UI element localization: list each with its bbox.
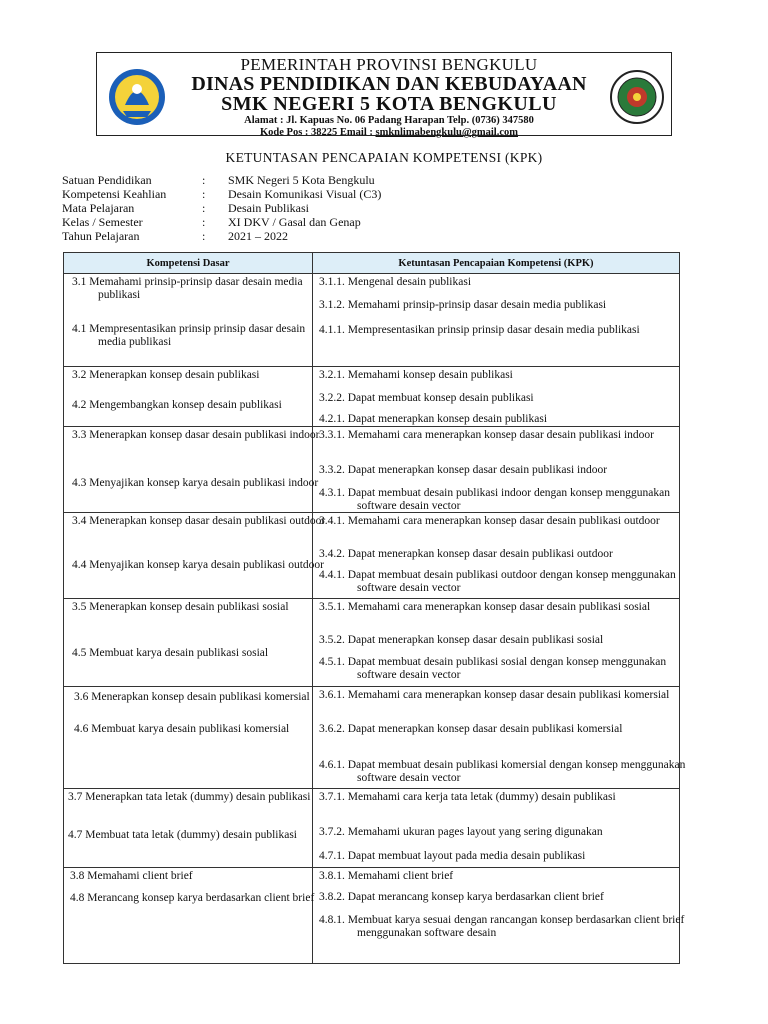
kpk-item: 3.8.2. Dapat merancang konsep karya berdasarkan client brief bbox=[319, 891, 604, 903]
meta-value: Desain Publikasi bbox=[228, 201, 309, 215]
table-row bbox=[64, 513, 680, 599]
meta-value: XI DKV / Gasal dan Genap bbox=[228, 215, 361, 229]
letterhead-email-link[interactable]: smknlimabengkulu@gmail.com bbox=[375, 127, 518, 138]
meta-label: Kelas / Semester bbox=[62, 215, 143, 229]
kpk-cell bbox=[313, 868, 685, 964]
kpk-item: 4.5.1. Dapat membuat desain publikasi sosial dengan konsep menggunakan software desain vector bbox=[319, 656, 667, 681]
kpk-item: 4.4.1. Dapat membuat desain publikasi outdoor dengan konsep menggunakan software desain vector bbox=[319, 569, 676, 594]
letterhead-address: Alamat : Jl. Kapuas No. 06 Padang Harapan Telp. (0736) 347580 bbox=[244, 115, 534, 126]
kd-item: 3.7 Menerapkan tata letak (dummy) desain publikasi bbox=[68, 791, 311, 803]
kd-item: 4.1 Mempresentasikan prinsip prinsip dasar desain media publikasi bbox=[72, 323, 306, 348]
meta-colon: : bbox=[202, 201, 206, 215]
letterhead bbox=[96, 52, 672, 136]
kd-item: 4.3 Menyajikan konsep karya desain publikasi indoor bbox=[72, 477, 319, 489]
table-header-row bbox=[64, 253, 680, 274]
kd-item: 3.3 Menerapkan konsep dasar desain publikasi indoor bbox=[72, 429, 320, 441]
table-row bbox=[64, 274, 680, 367]
document-meta bbox=[62, 173, 381, 243]
kpk-item: 3.6.2. Dapat menerapkan konsep dasar desain publikasi komersial bbox=[319, 723, 623, 735]
kpk-cell bbox=[313, 599, 680, 687]
kpk-item: 3.4.1. Memahami cara menerapkan konsep dasar desain publikasi outdoor bbox=[319, 515, 660, 527]
meta-colon: : bbox=[202, 229, 206, 243]
header-kpk: Ketuntasan Pencapaian Kompetensi (KPK) bbox=[313, 253, 680, 274]
kd-item: 4.6 Membuat karya desain publikasi komersial bbox=[74, 723, 290, 735]
table-row bbox=[64, 599, 680, 687]
table-row bbox=[64, 687, 680, 789]
header-kompetensi-dasar: Kompetensi Dasar bbox=[64, 253, 313, 274]
kpk-item: 3.4.2. Dapat menerapkan konsep dasar desain publikasi outdoor bbox=[319, 548, 613, 560]
meta-value: SMK Negeri 5 Kota Bengkulu bbox=[228, 173, 375, 187]
meta-value: Desain Komunikasi Visual (C3) bbox=[228, 187, 382, 201]
kpk-cell bbox=[313, 427, 680, 513]
meta-label: Kompetensi Keahlian bbox=[62, 187, 167, 201]
kpk-item: 4.8.1. Membuat karya sesuai dengan rancangan konsep berdasarkan client brief menggunakan software desain bbox=[319, 914, 685, 939]
kd-cell bbox=[64, 513, 326, 599]
kd-item: 3.1 Memahami prinsip-prinsip dasar desain media publikasi bbox=[72, 276, 303, 301]
meta-label: Satuan Pendidikan bbox=[62, 173, 152, 187]
meta-row bbox=[62, 229, 381, 243]
kpk-cell bbox=[313, 274, 680, 367]
kpk-item: 3.8.1. Memahami client brief bbox=[319, 870, 454, 882]
table-row bbox=[64, 367, 680, 427]
table-row bbox=[64, 789, 680, 868]
meta-colon: : bbox=[202, 215, 206, 229]
kpk-item: 3.5.2. Dapat menerapkan konsep dasar desain publikasi sosial bbox=[319, 634, 604, 646]
kd-cell bbox=[64, 868, 313, 964]
kd-cell bbox=[64, 427, 320, 513]
table-row bbox=[64, 868, 680, 964]
meta-label: Tahun Pelajaran bbox=[62, 229, 140, 243]
letterhead-government: PEMERINTAH PROVINSI BENGKULU bbox=[240, 55, 538, 74]
kpk-cell bbox=[313, 789, 680, 868]
kpk-item: 3.3.1. Memahami cara menerapkan konsep dasar desain publikasi indoor bbox=[319, 429, 654, 441]
kd-cell bbox=[64, 274, 313, 367]
kd-item: 4.5 Membuat karya desain publikasi sosial bbox=[72, 647, 269, 659]
letterhead-contact bbox=[177, 127, 601, 139]
kd-item: 4.4 Menyajikan konsep karya desain publikasi outdoor bbox=[72, 559, 324, 571]
kpk-item: 3.7.2. Memahami ukuran pages layout yang sering digunakan bbox=[319, 826, 603, 838]
kpk-item: 3.6.1. Memahami cara menerapkan konsep dasar desain publikasi komersial bbox=[319, 689, 670, 701]
kpk-cell bbox=[313, 513, 680, 599]
kpk-item: 3.3.2. Dapat menerapkan konsep dasar desain publikasi indoor bbox=[319, 464, 608, 476]
kd-item: 3.6 Menerapkan konsep desain publikasi komersial bbox=[74, 691, 310, 703]
meta-value: 2021 – 2022 bbox=[228, 229, 288, 243]
kd-cell bbox=[64, 789, 313, 868]
table-row bbox=[64, 427, 680, 513]
meta-colon: : bbox=[202, 187, 206, 201]
kpk-item: 3.1.2. Memahami prinsip-prinsip dasar desain media publikasi bbox=[319, 299, 607, 311]
tut-wuri-handayani-logo-icon bbox=[99, 67, 175, 127]
kd-item: 3.2 Menerapkan konsep desain publikasi bbox=[72, 369, 260, 381]
kpk-item: 3.7.1. Memahami cara kerja tata letak (dummy) desain publikasi bbox=[319, 791, 616, 803]
kpk-cell bbox=[313, 367, 680, 427]
school-emblem-icon bbox=[609, 67, 665, 127]
kpk-item: 4.2.1. Dapat menerapkan konsep desain publikasi bbox=[319, 413, 548, 425]
kpk-table bbox=[63, 252, 686, 964]
kpk-cell bbox=[313, 687, 686, 789]
meta-row bbox=[62, 215, 381, 229]
kd-item: 3.5 Menerapkan konsep desain publikasi sosial bbox=[72, 601, 289, 613]
kpk-item: 3.1.1. Mengenal desain publikasi bbox=[319, 276, 472, 288]
letterhead-school: SMK NEGERI 5 KOTA BENGKULU bbox=[221, 93, 557, 115]
kpk-item: 4.1.1. Mempresentasikan prinsip prinsip dasar desain media publikasi bbox=[319, 324, 640, 336]
meta-colon: : bbox=[202, 173, 206, 187]
kd-item: 4.8 Merancang konsep karya berdasarkan client brief bbox=[70, 892, 315, 904]
kpk-item: 4.7.1. Dapat membuat layout pada media desain publikasi bbox=[319, 850, 586, 862]
kpk-item: 3.5.1. Memahami cara menerapkan konsep dasar desain publikasi sosial bbox=[319, 601, 651, 613]
kd-item: 4.7 Membuat tata letak (dummy) desain publikasi bbox=[68, 829, 297, 841]
meta-row bbox=[62, 201, 381, 215]
document-title: KETUNTASAN PENCAPAIAN KOMPETENSI (KPK) bbox=[225, 150, 543, 165]
kd-cell bbox=[64, 367, 313, 427]
kd-item: 4.2 Mengembangkan konsep desain publikasi bbox=[72, 399, 282, 411]
kd-cell bbox=[64, 599, 313, 687]
kpk-item: 4.3.1. Dapat membuat desain publikasi indoor dengan konsep menggunakan software desain vector bbox=[319, 487, 670, 512]
kpk-item: 4.6.1. Dapat membuat desain publikasi komersial dengan konsep menggunakan software desain vector bbox=[319, 759, 686, 784]
meta-label: Mata Pelajaran bbox=[62, 201, 135, 215]
kpk-item: 3.2.2. Dapat membuat konsep desain publikasi bbox=[319, 392, 534, 404]
meta-row bbox=[62, 173, 381, 187]
kd-item: 3.8 Memahami client brief bbox=[70, 870, 193, 882]
meta-row bbox=[62, 187, 381, 201]
letterhead-postcode: Kode Pos : 38225 Email : bbox=[260, 127, 373, 138]
kd-cell bbox=[64, 687, 313, 789]
kpk-item: 3.2.1. Memahami konsep desain publikasi bbox=[319, 369, 513, 381]
letterhead-department: DINAS PENDIDIKAN DAN KEBUDAYAAN bbox=[191, 73, 587, 95]
kd-item: 3.4 Menerapkan konsep dasar desain publikasi outdoor bbox=[72, 515, 326, 527]
